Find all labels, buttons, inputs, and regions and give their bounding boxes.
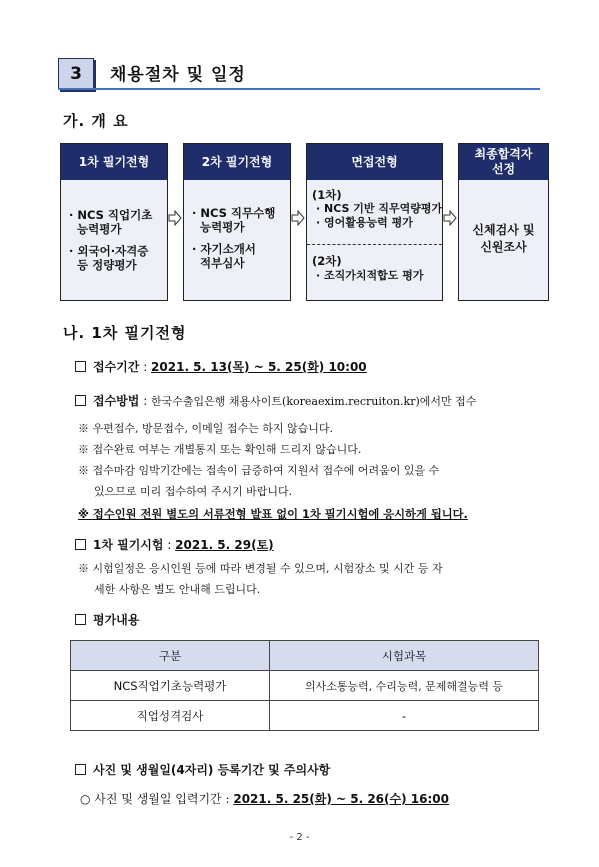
flow-step2-item: 능력평가 <box>200 220 245 234</box>
flow-step3-part1-label: (1차) <box>312 188 342 202</box>
note-item: ※ 접수완료 여부는 개별통지 또는 확인해 드리지 않습니다. <box>78 443 362 456</box>
eval-label: 평가내용 <box>93 613 140 627</box>
flow-step4-body <box>459 180 548 300</box>
period-label: 접수기간 <box>93 360 140 374</box>
note-bold: ※ 접수인원 전원 별도의 서류전형 발표 없이 1차 필기시험에 응시하게 됩니다. <box>78 508 468 521</box>
flow-step3-item: · 영어활용능력 평가 <box>316 216 413 229</box>
checkbox-icon <box>75 395 86 406</box>
flow-step2-title: 2차 필기전형 <box>184 144 290 180</box>
flow-step1-body <box>61 180 167 300</box>
table-cell: - <box>270 701 539 731</box>
flow-step4-title-line2: 선정 <box>491 162 516 176</box>
photo-item-label: ○ 사진 및 생월일 입력기간 : <box>80 792 230 806</box>
flow-step4-title <box>459 144 548 180</box>
table-header-row <box>71 641 539 671</box>
flow-step3-body <box>307 180 442 300</box>
flow-step2-item: · NCS 직무수행 <box>192 206 276 220</box>
flow-step1-item: · NCS 직업기초 <box>69 208 153 222</box>
arrow-right-icon <box>168 210 182 226</box>
table-header-cell: 구분 <box>71 641 270 671</box>
note-item: 세한 사항은 별도 안내해 드립니다. <box>94 583 261 596</box>
flow-step1 <box>60 143 168 301</box>
flow-step1-item: 등 정량평가 <box>77 258 137 272</box>
section-number: 3 <box>58 58 94 90</box>
flow-step2-body <box>184 180 290 300</box>
exam-notes <box>78 558 443 600</box>
note-item: ※ 접수마감 임박기간에는 접속이 급증하여 지원서 접수에 어려움이 있을 수 <box>78 464 440 477</box>
flow-step3-title: 면접전형 <box>307 144 442 180</box>
arrow-right-icon <box>443 210 457 226</box>
flow-step3 <box>306 143 443 301</box>
table-row <box>71 701 539 731</box>
period-row: 접수기간 : 2021. 5. 13(목) ~ 5. 25(화) 10:00 <box>75 359 367 375</box>
page-number: - 2 - <box>289 832 310 843</box>
flow-step3-item: · 조직가치적합도 평가 <box>316 269 424 282</box>
exam-label: 1차 필기시험 <box>93 538 164 552</box>
flow-step2 <box>183 143 291 301</box>
table-cell: 직업성격검사 <box>71 701 270 731</box>
checkbox-icon <box>75 539 86 550</box>
flow-step2-item: 적부심사 <box>200 256 245 270</box>
eval-table <box>70 640 539 731</box>
exam-value: 2021. 5. 29(토) <box>175 538 274 552</box>
flow-step1-item: · 외국어·자격증 <box>69 244 149 258</box>
method-row: 접수방법 : 한국수출입은행 채용사이트(koreaexim.recruiton.kr)에서만 접수 <box>75 393 476 410</box>
photo-item <box>80 791 449 807</box>
flow-step2-item: · 자기소개서 <box>192 242 256 256</box>
photo-item-value: 2021. 5. 25(화) ~ 5. 26(수) 16:00 <box>233 792 449 806</box>
checkbox-icon <box>75 614 86 625</box>
table-cell: 의사소통능력, 수리능력, 문제해결능력 등 <box>270 671 539 701</box>
flow-step3-divider <box>307 244 442 245</box>
table-row <box>71 671 539 701</box>
flow-step1-title: 1차 필기전형 <box>61 144 167 180</box>
flow-step1-item: 능력평가 <box>77 222 122 236</box>
period-value: 2021. 5. 13(목) ~ 5. 25(화) 10:00 <box>151 360 367 374</box>
eval-row <box>75 612 139 628</box>
flow-step4 <box>458 143 549 301</box>
photo-label: 사진 및 생월일(4자리) 등록기간 및 주의사항 <box>93 763 331 777</box>
note-item: ※ 시험일정은 응시인원 등에 따라 변경될 수 있으며, 시험장소 및 시간 등 자 <box>78 562 443 575</box>
flow-step4-title-line1: 최종합격자 <box>474 147 533 161</box>
method-value: 한국수출입은행 채용사이트(koreaexim.recruiton.kr)에서만 접수 <box>151 395 477 408</box>
flow-step3-item: · NCS 기반 직무역량평가 <box>316 202 443 215</box>
checkbox-icon <box>75 361 86 372</box>
table-header-cell: 시험과목 <box>270 641 539 671</box>
note-item: ※ 우편접수, 방문접수, 이메일 접수는 하지 않습니다. <box>78 422 333 435</box>
flow-step3-part2-label: (2차) <box>312 254 342 268</box>
exam-row: 1차 필기시험 : 2021. 5. 29(토) <box>75 537 274 553</box>
arrow-right-icon <box>291 210 305 226</box>
flow-step4-item: 신체검사 및 <box>472 223 535 237</box>
table-cell: NCS직업기초능력평가 <box>71 671 270 701</box>
section-underline <box>58 88 540 90</box>
flow-step4-item: 신원조사 <box>480 240 527 254</box>
note-item: 있으므로 미리 접수하여 주시기 바랍니다. <box>94 485 293 498</box>
checkbox-icon <box>75 764 86 775</box>
method-notes <box>78 418 439 502</box>
overview-heading: 가. 개 요 <box>63 112 129 130</box>
method-label: 접수방법 <box>93 394 140 408</box>
photo-row <box>75 762 330 778</box>
section-title: 채용절차 및 일정 <box>110 65 246 85</box>
written-heading: 나. 1차 필기전형 <box>63 324 187 342</box>
